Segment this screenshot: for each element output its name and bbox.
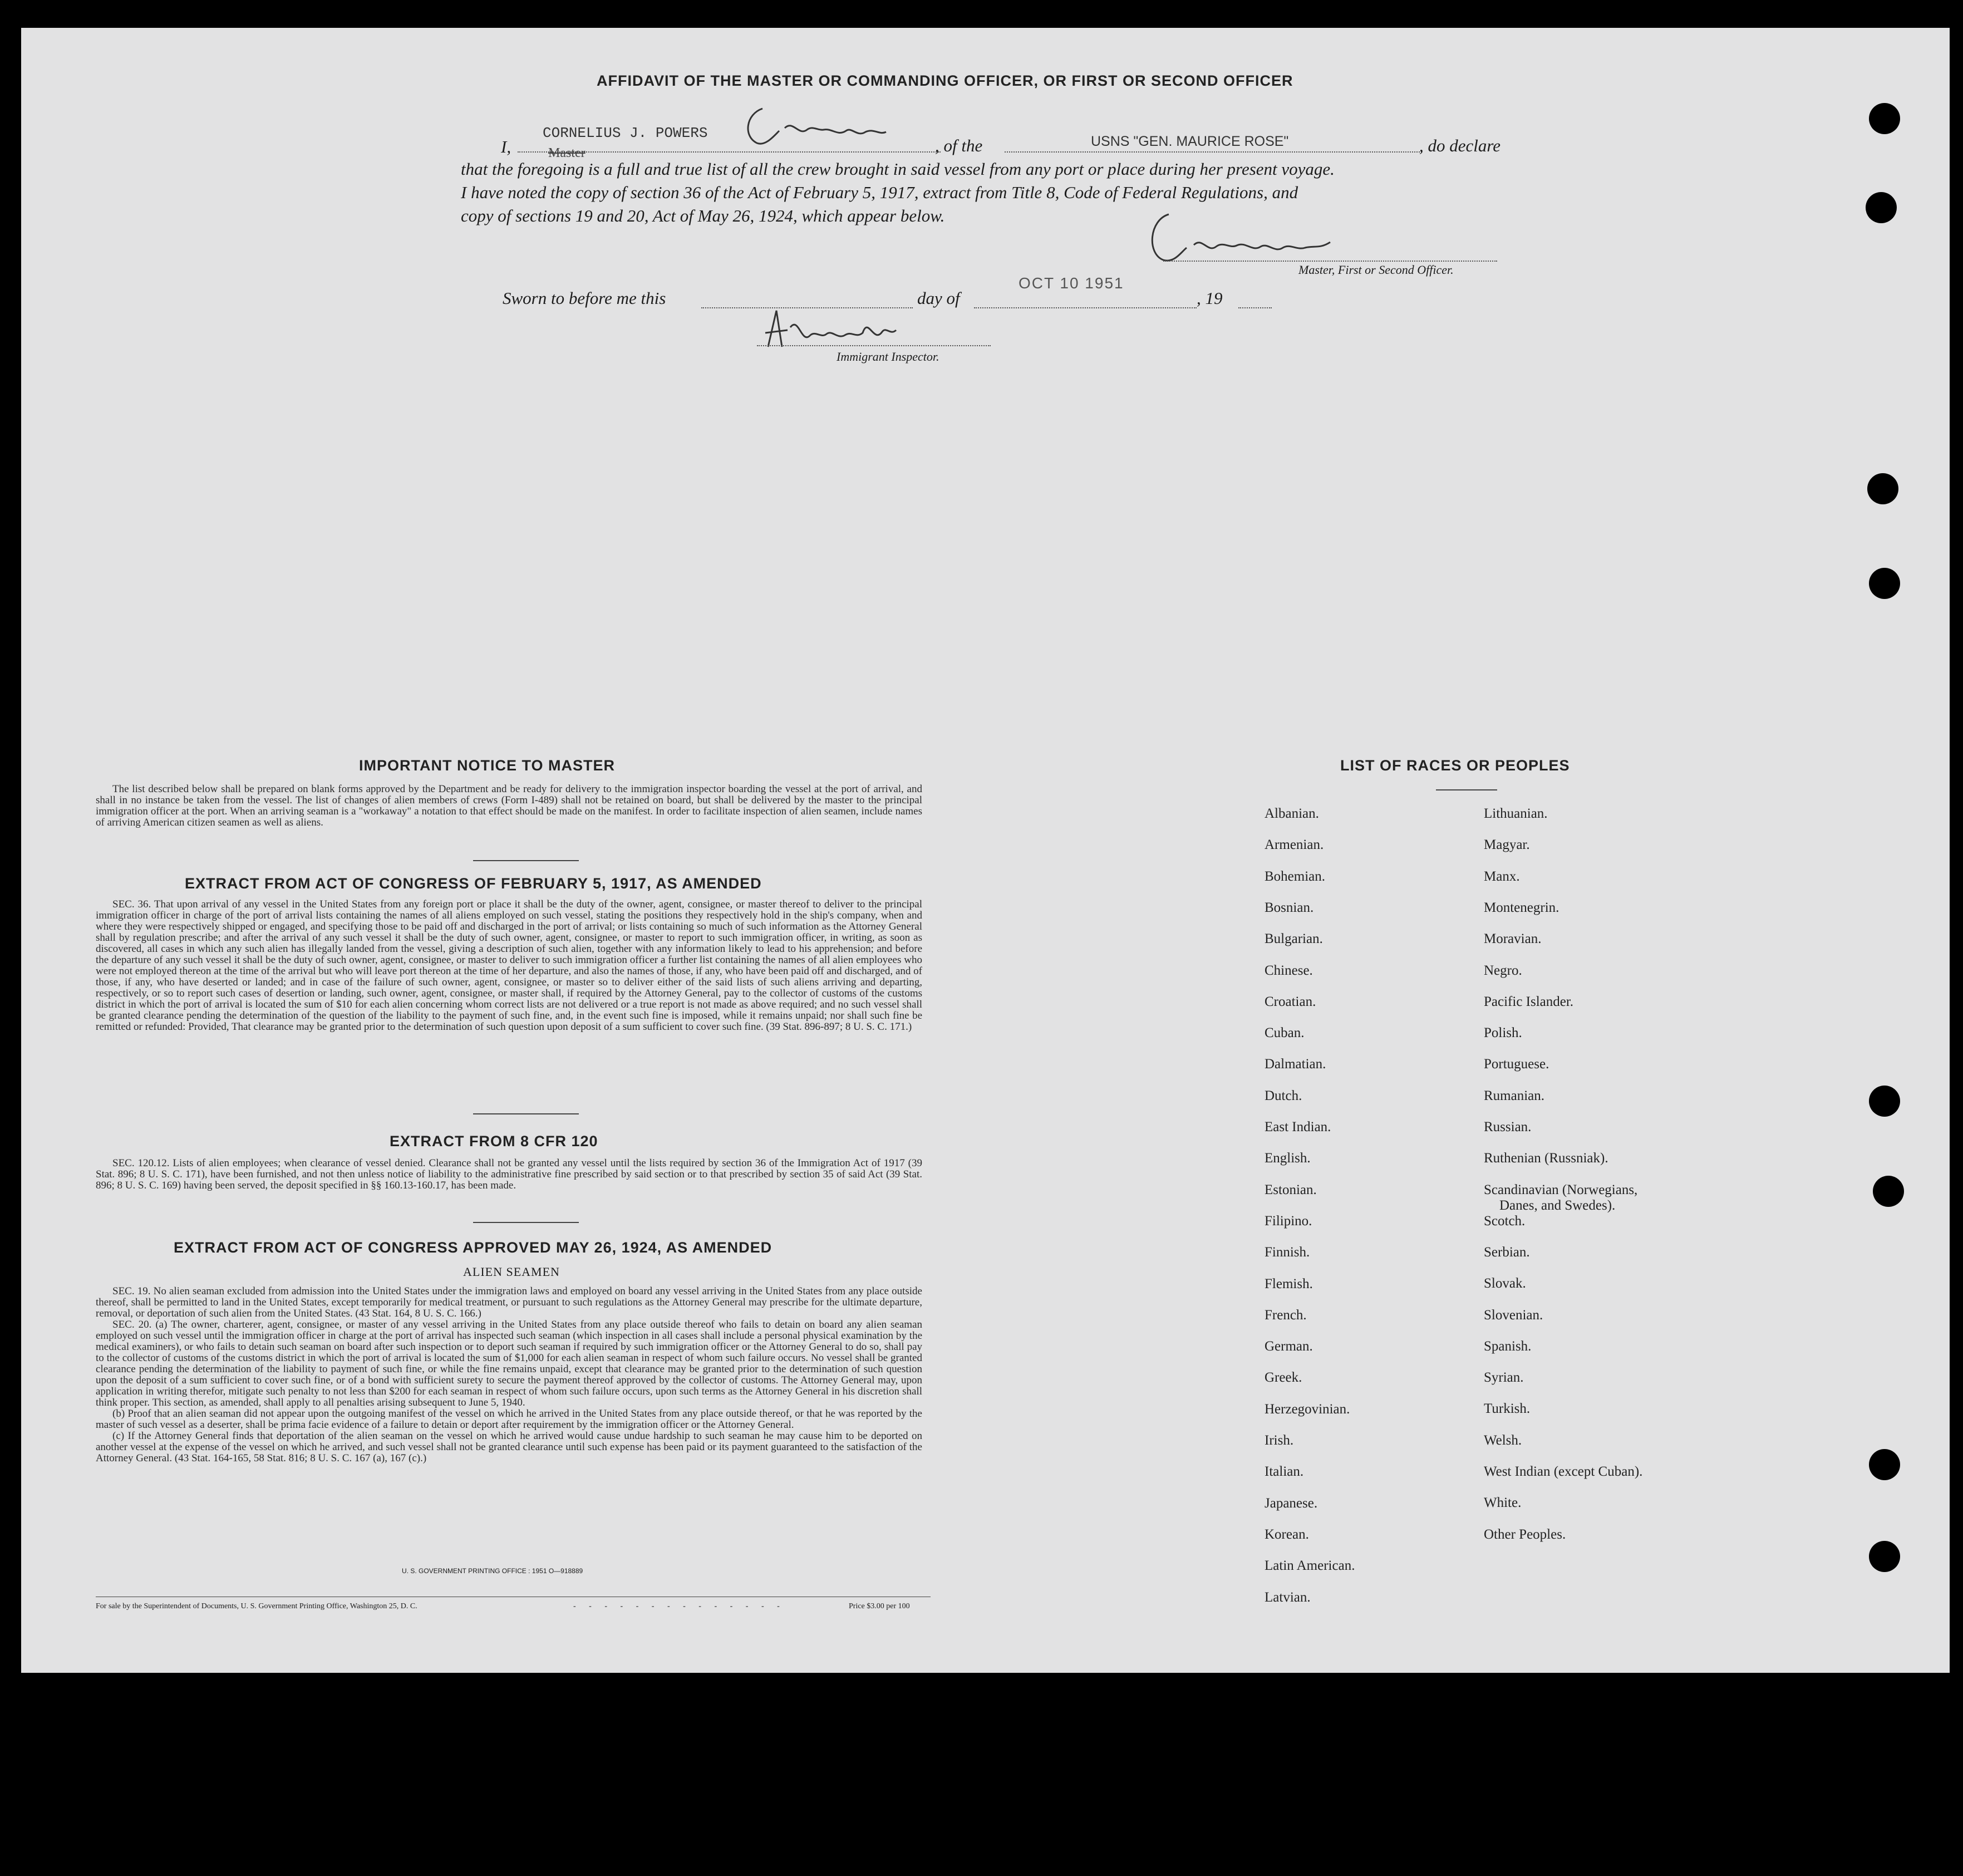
race-item: White. <box>1484 1495 1522 1511</box>
punch-hole <box>1869 1541 1900 1572</box>
extract-1924-subtitle: ALIEN SEAMEN <box>463 1265 560 1279</box>
of-the: , of the <box>935 136 983 155</box>
officer-signature-line <box>1163 248 1497 262</box>
race-item: Cuban. <box>1265 1025 1305 1041</box>
punch-hole <box>1866 192 1897 223</box>
race-item: Dalmatian. <box>1265 1057 1326 1072</box>
officer-caption: Master, First or Second Officer. <box>1298 263 1454 277</box>
punch-hole <box>1869 1449 1900 1480</box>
extract-1924-body <box>96 1286 922 1464</box>
divider <box>473 860 579 861</box>
punch-hole <box>1873 1176 1904 1207</box>
race-item: West Indian (except Cuban). <box>1484 1464 1643 1479</box>
race-item: French. <box>1265 1307 1307 1323</box>
race-item: Montenegrin. <box>1484 900 1559 915</box>
race-item: Negro. <box>1484 962 1522 978</box>
race-item: Lithuanian. <box>1484 806 1548 821</box>
extract-1924-title: EXTRACT FROM ACT OF CONGRESS APPROVED MAY 26, 1924, AS AMENDED <box>174 1239 773 1256</box>
race-item: Bulgarian. <box>1265 931 1323 947</box>
race-item: Polish. <box>1484 1025 1522 1041</box>
race-item: Manx. <box>1484 868 1520 884</box>
race-item: Slovenian. <box>1484 1307 1543 1323</box>
extract-1917-text: SEC. 36. That upon arrival of any vessel in the United States from any foreign port or place it shall be the duty of the owner, agent, consignee, or master thereof to deliver to the principal immigration officer in charge of the port of arrival lists containing the names of all aliens employed on such vessel, stating the positions they respectively hold in the ship's company, when and where they were respectively shipped or engaged, and specifying those to be paid off and discharged in the port of arrival; or lists containing so much of such information as the Attorney General shall by regulation prescribe; and after the arrival of any such vessel it shall be the duty of such owner, agent, consignee, or master to report to such immigration officer, in writing, as soon as discovered, all cases in which any such alien has illegally landed from the vessel, giving a description of such alien, together with any information likely to lead to his apprehension; and before the departure of any such vessel it shall be the duty of such owner, agent, consignee, or master to deliver to such immigration officer a further list containing the names of all alien employees who were not employed thereon at the time of the arrival but who will leave port thereon at the time of her departure, and also the names of those, if any, who have been paid off and discharged, and of those, if any, who have deserted or landed; and in case of the failure of such owner, agent, consignee, or master so to deliver either of the said lists of such aliens arriving and departing, respectively, or so to report such cases of desertion or landing, such owner, agent, consignee, or master shall, if required by the Attorney General, pay to the collector of customs of the customs district in which the port of arrival is located the sum of $10 for each alien concerning whom correct lists are not delivered or a true report is not made as above required; and no such vessel shall be granted clearance pending the determination of the question of the liability to the payment of such fine, and, in the event such fine is imposed, while it remains unpaid; nor shall such fine be remitted or refunded: Provided, That clearance may be granted prior to the determination of such question upon deposit of a sum sufficient to cover such fine. (39 Stat. 896-897; 8 U. S. C. 171.) <box>96 898 922 1033</box>
year-line <box>1238 291 1272 308</box>
race-item: Magyar. <box>1484 837 1530 853</box>
cfr-text: SEC. 120.12. Lists of alien employees; when clearance of vessel denied. Clearance shall not be granted any vessel until the lists required by section 36 of the Immigration Act of 1917 (39 Stat. 896; 8 U. S. C. 171), have been furnished, and not then unless notice of liability to the administrative fine prescribed by said section or to that prescribed by section 35 of said Act (39 Stat. 896; 8 U. S. C. 169) having been served, the deposit specified in §§ 160.13-160.17, has been made. <box>96 1157 922 1191</box>
race-item: English. <box>1265 1151 1311 1166</box>
race-item: Pacific Islander. <box>1484 994 1574 1009</box>
notice-text: The list described below shall be prepared on blank forms approved by the Department and be ready for delivery to the immigration inspector boarding the vessel at the port of arrival, and shall in no instance be taken from the vessel. The list of changes of alien members of crews (Form I-489) shall not be retained on board, but shall be delivered by the master to the principal immigration officer at the port. When an arriving seaman is a "workaway" a notation to that effect should be made on the manifest. In order to facilitate inspection of alien seamen, include names of arriving American citizen seamen as well as aliens. <box>96 783 922 828</box>
race-item: Croatian. <box>1265 994 1316 1009</box>
affidavit-line-3: I have noted the copy of section 36 of the Act of February 5, 1917, extract from Title 8, Code of Federal Regulations, and <box>461 183 1298 202</box>
inspector-caption: Immigrant Inspector. <box>837 350 939 364</box>
master-name: CORNELIUS J. POWERS <box>543 125 708 141</box>
race-item: Dutch. <box>1265 1088 1302 1103</box>
master-signature <box>740 97 946 153</box>
race-item: Herzegovinian. <box>1265 1401 1350 1417</box>
vessel-name: USNS "GEN. MAURICE ROSE" <box>1091 134 1289 149</box>
race-item: Moravian. <box>1484 931 1542 947</box>
sworn-label: Sworn to before me this <box>503 288 666 308</box>
race-item: German. <box>1265 1339 1313 1354</box>
race-item: Estonian. <box>1265 1182 1317 1197</box>
notice-body <box>96 784 922 828</box>
race-item: East Indian. <box>1265 1119 1331 1135</box>
do-declare: , do declare <box>1419 136 1501 155</box>
race-item: Albanian. <box>1265 806 1319 821</box>
races-title: LIST OF RACES OR PEOPLES <box>1340 757 1570 774</box>
race-item: Greek. <box>1265 1370 1302 1386</box>
race-item: Welsh. <box>1484 1432 1522 1448</box>
sec-20b-paragraph: (b) Proof that an alien seaman did not appear upon the outgoing manifest of the vessel on which he arrived in the United States from any place outside thereof, or that he was reported by the master of such vessel as a deserter, shall be prima facie evidence of a failure to detain or deport after requirement by the immigration officer or the Attorney General. <box>96 1408 922 1431</box>
affidavit-title: AFFIDAVIT OF THE MASTER OR COMMANDING OFFICER, OR FIRST OR SECOND OFFICER <box>597 72 1293 89</box>
race-item: Spanish. <box>1484 1338 1532 1354</box>
affidavit-line-4: copy of sections 19 and 20, Act of May 26, 1924, which appear below. <box>461 206 945 225</box>
sworn-month-line <box>974 291 1197 308</box>
sec-20a-paragraph: SEC. 20. (a) The owner, charterer, agent, consignee, or master of any vessel arriving in the United States from any place outside thereof who fails to detain on board any alien seaman employed on such vessel until the immigration officer in charge at the port of arrival has inspected such seaman (which inspection in all cases shall include a personal physical examination by the medical examiners), or who fails to detain such seaman on board after such inspection or to deport such seaman if required by such immigration officer or the Attorney General to do so, shall pay to the collector of customs of the customs district in which the port of arrival is located the sum of $1,000 for each alien seaman in respect of whom such failure occurs. No vessel shall be granted clearance pending the determination of the liability to payment of such fine, or while the fine remains unpaid, except that clearance may be granted prior to the determination of such question upon the deposit of a sum sufficient to cover such fine, or of a bond with sufficient surety to secure the payment thereof approved by the collector of customs. The Attorney General may, upon application in writing therefor, mitigate such penalty to not less than $200 for each seaman in respect of whom such failure occurs, upon such terms as the Attorney General in his discretion shall think proper. This section, as amended, shall apply to all penalties arising subsequent to June 5, 1940. <box>96 1319 922 1408</box>
punch-hole <box>1869 103 1900 134</box>
race-item: Danes, and Swedes). <box>1499 1197 1616 1213</box>
gpo-line: U. S. GOVERNMENT PRINTING OFFICE : 1951 O—918889 <box>402 1567 583 1575</box>
cfr-title: EXTRACT FROM 8 CFR 120 <box>390 1133 598 1150</box>
race-item: Portuguese. <box>1484 1057 1549 1072</box>
punch-hole <box>1869 1086 1900 1117</box>
notice-title: IMPORTANT NOTICE TO MASTER <box>359 757 615 774</box>
race-item: Japanese. <box>1265 1495 1318 1511</box>
race-item: Serbian. <box>1484 1244 1530 1260</box>
footer-right: Price $3.00 per 100 <box>849 1602 910 1610</box>
inspector-signature <box>757 305 935 355</box>
race-item: Russian. <box>1484 1119 1532 1135</box>
year-prefix: , 19 <box>1197 288 1223 308</box>
extract-1917-body <box>96 899 922 1033</box>
day-of: day of <box>917 288 960 308</box>
struck-word: Master <box>548 146 586 160</box>
race-item: Other Peoples. <box>1484 1526 1566 1542</box>
affidavit-line-2: that the foregoing is a full and true list of all the crew brought in said vessel from any port or place during her present voyage. <box>461 159 1335 179</box>
inspector-signature-line <box>757 338 991 346</box>
divider <box>473 1113 579 1114</box>
race-item: Filipino. <box>1265 1213 1312 1229</box>
race-item: Rumanian. <box>1484 1088 1545 1103</box>
punch-hole <box>1869 568 1900 599</box>
sec-20c-paragraph: (c) If the Attorney General finds that deportation of the alien seaman on the vessel on which he arrived would cause undue hardship to such seaman he may cause him to be deported on another vessel at the expense of the vessel on which he arrived, and such vessel shall not be granted clearance until such expense has been paid or its payment guaranteed to the satisfaction of the Attorney General. (43 Stat. 164-165, 58 Stat. 816; 8 U. S. C. 167 (a), 167 (c).) <box>96 1430 922 1464</box>
race-item: Flemish. <box>1265 1276 1313 1291</box>
race-item: Syrian. <box>1484 1370 1524 1386</box>
sec-19-paragraph: SEC. 19. No alien seaman excluded from admission into the United States under the immigration laws and employed on board any vessel arriving in the United States from any place outside thereof, shall be permitted to land in the United States, except temporarily for medical treatment, or pursuant to such regulations as the Attorney General may prescribe for the ultimate departure, removal, or deportation of such alien from the United States. (43 Stat. 164, 8 U. S. C. 166.) <box>96 1285 922 1319</box>
footer-left: For sale by the Superintendent of Documents, U. S. Government Printing Office, Washington 25, D. C. <box>96 1602 417 1610</box>
races-title-rule <box>1436 789 1497 790</box>
race-item: Italian. <box>1265 1464 1304 1480</box>
race-item: Irish. <box>1265 1433 1294 1448</box>
footer-dots: - - - - - - - - - - - - - - <box>573 1602 785 1610</box>
race-item: Armenian. <box>1265 837 1324 853</box>
race-item: Finnish. <box>1265 1245 1310 1260</box>
race-item: Latvian. <box>1265 1589 1311 1605</box>
race-item: Ruthenian (Russniak). <box>1484 1151 1608 1166</box>
divider <box>473 1222 579 1223</box>
race-item: Scotch. <box>1484 1213 1526 1229</box>
race-item: Latin American. <box>1265 1558 1355 1574</box>
race-item: Slovak. <box>1484 1276 1526 1291</box>
extract-1917-title: EXTRACT FROM ACT OF CONGRESS OF FEBRUARY 5, 1917, AS AMENDED <box>185 875 762 892</box>
race-item: Bohemian. <box>1265 868 1326 884</box>
race-item: Chinese. <box>1265 962 1313 978</box>
punch-hole <box>1867 473 1898 504</box>
date-stamp: OCT 10 1951 <box>1019 274 1124 292</box>
cfr-body <box>96 1158 922 1191</box>
race-item: Scandinavian (Norwegians, <box>1484 1182 1638 1197</box>
race-item: Turkish. <box>1484 1401 1531 1417</box>
race-item: Bosnian. <box>1265 900 1314 915</box>
i-label: I, <box>501 137 511 156</box>
race-item: Korean. <box>1265 1526 1309 1542</box>
